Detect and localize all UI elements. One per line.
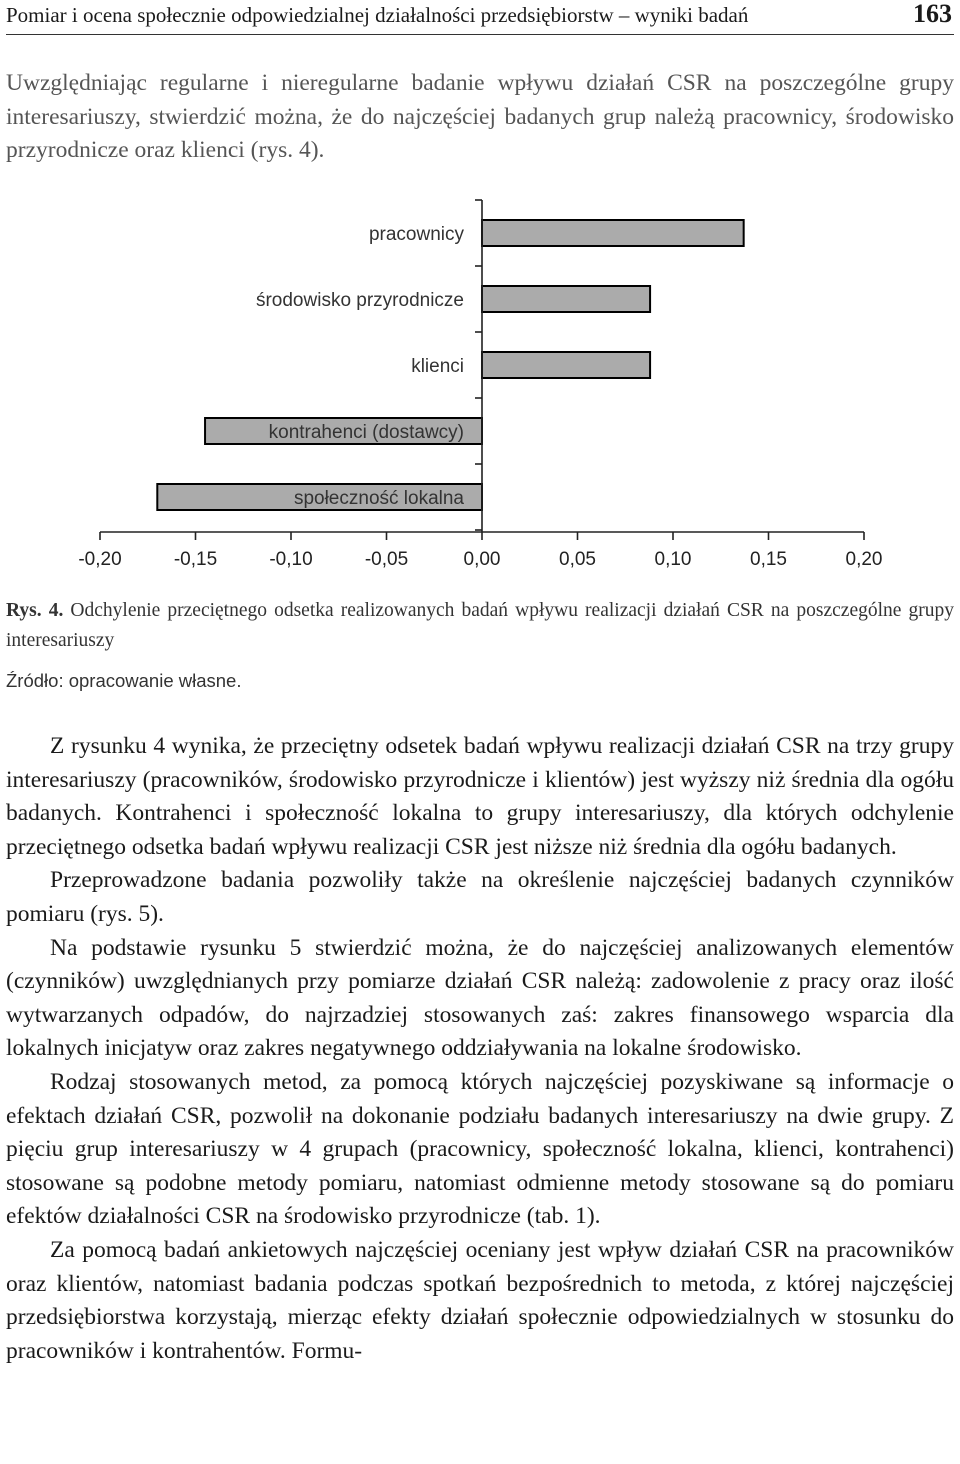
category-label: kontrahenci (dostawcy) (268, 422, 464, 443)
x-tick-label: -0,20 (78, 549, 122, 570)
body-paragraph: Przeprowadzone badania pozwoliły także na określenie najczęściej badanych czynników pomiaru (rys. 5). (6, 867, 954, 927)
bar (482, 352, 650, 378)
body-paragraph: Na podstawie rysunku 5 stwierdzić można, że do najczęściej analizowanych elementów (czynników) uwzględnianych przy pomiarze działań CSR należą: zadowolenie z pracy oraz ilość wytwarzanych odpadów, do najrzadziej stosowanych zaś: zakres finansowego wsparcia dla lokalnych inicjatyw oraz zakres negatywnego oddziaływania na lokalne środowisko. (6, 934, 954, 1062)
x-tick-label: -0,10 (269, 549, 313, 570)
figure-caption-text: Odchylenie przeciętnego odsetka realizowanych badań wpływu realizacji działań CSR na poszczególne grupy interesariuszy (6, 600, 954, 651)
running-title: Pomiar i ocena społecznie odpowiedzialnej działalności przedsiębiorstw – wyniki badań (6, 3, 749, 27)
category-label: klienci (411, 356, 464, 377)
figure-source: Źródło: opracowanie własne. (6, 670, 242, 691)
intro-paragraph: Uwzględniając regularne i nieregularne badanie wpływu działań CSR na poszczególne grupy interesariuszy, stwierdzić można, że do najczęściej badanych grup należą pracownicy, środowisko przyrodnicze oraz klienci (rys. 4). (6, 70, 954, 164)
body-paragraph: Rodzaj stosowanych metod, za pomocą których najczęściej pozyskiwane są informacje o efektach działań CSR, pozwolił na dokonanie podziału badanych interesariuszy na dwie grupy. Z pięciu grup interesariuszy w 4 grupach (pracownicy, społeczność lokalna, klienci, kontrahenci) stosowane są podobne metody pomiaru, natomiast odmienne metody stosowane są do pomiaru efektów działalności CSR na środowisko przyrodnicze (tab. 1). (6, 1068, 954, 1230)
x-tick-label: -0,15 (173, 549, 218, 570)
bar (482, 286, 650, 312)
labels-layer (78, 224, 882, 570)
figure-4-chart (0, 190, 960, 580)
figure-label: Rys. 4. (6, 600, 64, 621)
x-tick-label: 0,05 (559, 549, 596, 570)
x-tick-label: 0,00 (463, 549, 501, 570)
category-label: pracownicy (368, 224, 464, 245)
x-tick-label: 0,10 (654, 549, 692, 570)
page-number: 163 (913, 0, 952, 28)
body-paragraph: Za pomocą badań ankietowych najczęściej oceniany jest wpływ działań CSR na pracowników oraz klientów, natomiast badania podczas spotkań bezpośrednich to metoda, z której najczęściej przedsiębiorstwa korzystają, mierząc efekty działań społecznie odpowiedzialnych w stosunku do pracowników i kontrahentów. Formu- (6, 1236, 954, 1364)
body-text (6, 730, 954, 1368)
x-tick-label: 0,15 (750, 549, 787, 570)
figure-caption (6, 596, 954, 656)
header-divider (6, 34, 954, 35)
bar (482, 220, 744, 246)
category-label: społeczność lokalna (293, 488, 464, 509)
x-tick-label: 0,20 (845, 549, 883, 570)
x-tick-label: -0,05 (364, 549, 409, 570)
category-label: środowisko przyrodnicze (255, 290, 464, 311)
body-paragraph: Z rysunku 4 wynika, że przeciętny odsetek badań wpływu realizacji działań CSR na trzy grupy interesariuszy (pracowników, środowisko przyrodnicze i klientów) jest wyższy niż średnia dla ogółu badanych. Kontrahenci i społeczność lokalna to grupy interesariuszy, dla których odchylenie przeciętnego odsetka badań wpływu realizacji CSR jest niższe niż średnia dla ogółu badanych. (6, 733, 954, 860)
bar-chart (0, 190, 960, 580)
